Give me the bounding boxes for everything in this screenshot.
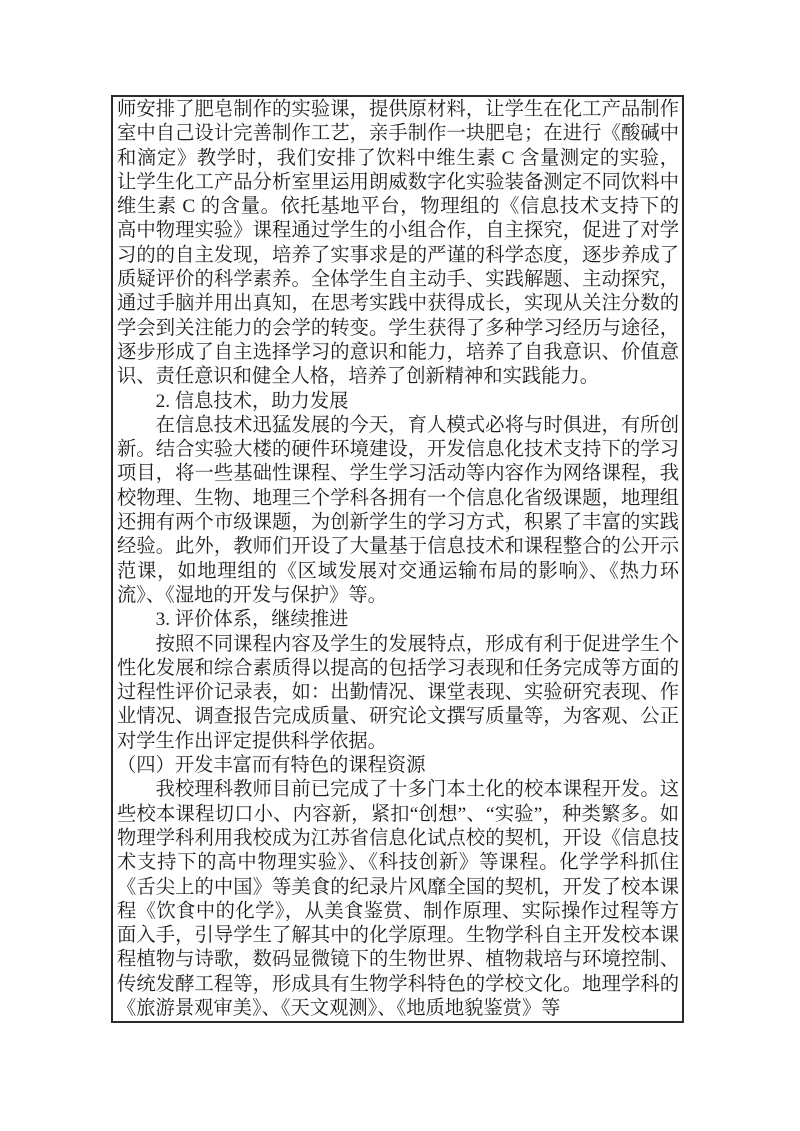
paragraph: 按照不同课程内容及学生的发展特点，形成有利于促进学生个性化发展和综合素质得以提高的包括学习表现和任务完成等方面的过程性评价记录表，如：出勤情况、课堂表现、实验研究表现、作业情况、调查报告完成质量、研究论文撰写质量等，为客观、公正对学生作出评定提供科学依据。 — [117, 633, 679, 752]
paragraph: 3. 评价体系，继续推进 — [155, 609, 349, 631]
paragraph: （四）开发丰富而有特色的课程资源 — [117, 755, 426, 777]
paragraph: 2. 信息技术，助力发展 — [155, 390, 349, 412]
paragraph: 我校理科教师目前已完成了十多门本土化的校本课程开发。这些校本课程切口小、内容新，紧扣“创想”、“实验”，种类繁多。如物理学科利用我校成为江苏省信息化试点校的契机，开设《信息技术支持下的高中物理实验》、《科技创新》等课程。化学学科抓住《舌尖上的中国》等美食的纪录片风靡全国的契机，开发了校本课程《饮食中的化学》，从美食鉴赏、制作原理、实际操作过程等方面入手，引导学生了解其中的化学原理。生物学科自主开发校本课程植物与诗歌，数码显微镜下的生物世界、植物栽培与环境控制、传统发酵工程等，形成具有生物学科特色的学校文化。地理学科的《旅游景观审美》、《天文观测》、《地质地貌鉴赏》等 — [117, 779, 679, 1019]
table-cell — [111, 95, 684, 1023]
paragraph: 在信息技术迅猛发展的今天，育人模式必将与时俱进，有所创新。结合实验大楼的硬件环境建设，开发信息化技术支持下的学习项目，将一些基础性课程、学生学习活动等内容作为网络课程，我校物理、生物、地理三个学科各拥有一个信息化省级课题，地理组还拥有两个市级课题，为创新学生的学习方式，积累了丰富的实践经验。此外，教师们开设了大量基于信息技术和课程整合的公开示范课，如地理组的《区域发展对交通运输布局的影响》、《热力环流》、《湿地的开发与保护》等。 — [117, 414, 679, 606]
paragraph: 师安排了肥皂制作的实验课，提供原材料，让学生在化工产品制作室中自己设计完善制作工艺，亲手制作一块肥皂；在进行《酸碱中和滴定》教学时，我们安排了饮料中维生素 C 含量测定的实验，让学生化工产品分析室里运用朗威数字化实验装备测定不同饮料中维生素 C 的含量。依托基地平台，物理组的《信息技术支持下的高中物理实验》课程通过学生的小组合作，自主探究，促进了对学习的的自主发现，培养了实事求是的严谨的科学态度，逐步养成了质疑评价的科学素养。全体学生自主动手、实践解题、主动探究，通过手脑并用出真知，在思考实践中获得成长，实现从关注分数的学会到关注能力的会学的转变。学生获得了多种学习经历与途径，逐步形成了自主选择学习的意识和能力，培养了自我意识、价值意识、责任意识和健全人格，培养了创新精神和实践能力。 — [117, 99, 679, 388]
